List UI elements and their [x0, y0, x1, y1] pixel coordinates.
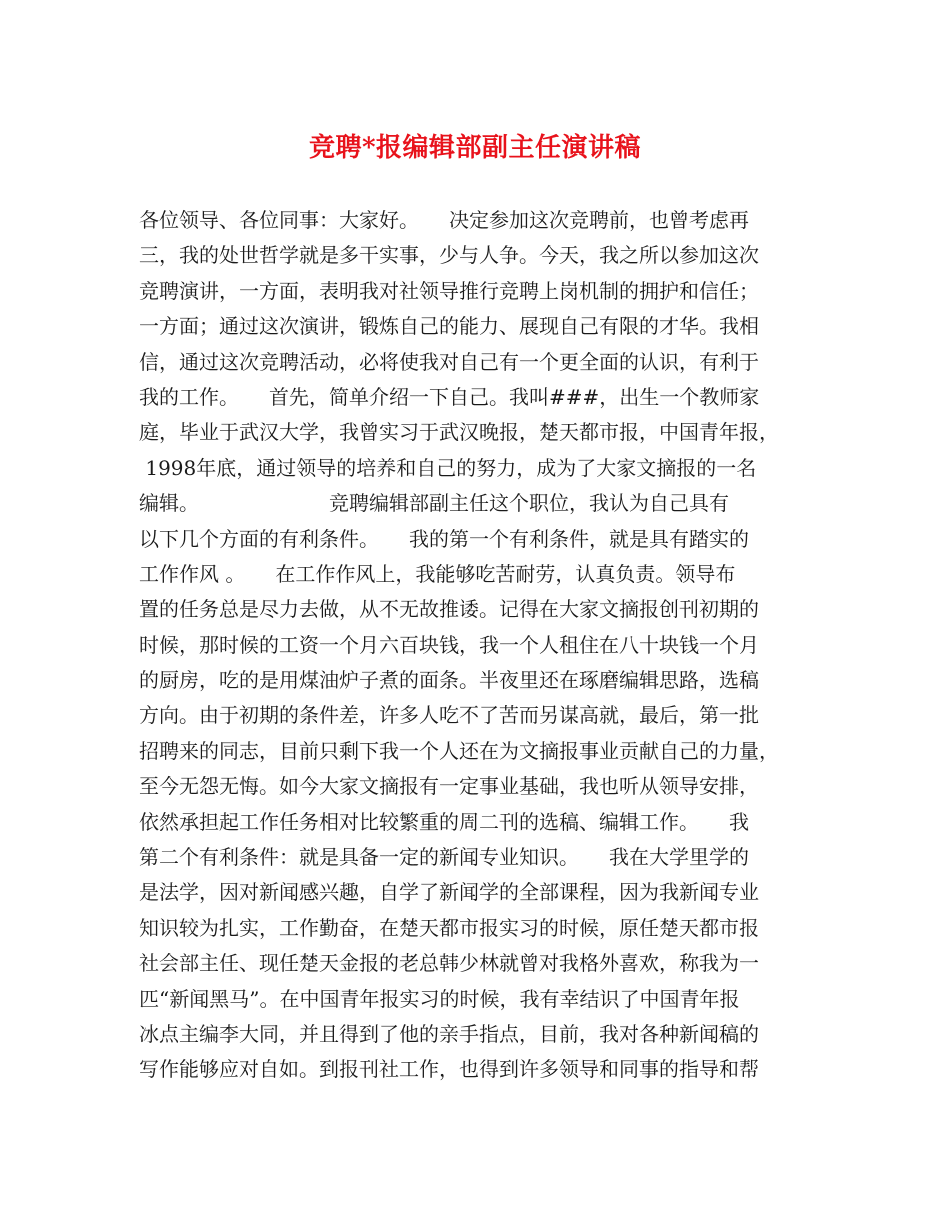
body-line: 置的任务总是尽力去做，从不无故推诿。记得在大家文摘报创刊初期的: [139, 597, 759, 622]
body-line: 方向。由于初期的条件差，许多人吃不了苦而另谋高就，最后，第一批: [139, 703, 759, 728]
body-line: 招聘来的同志，目前只剩下我一个人还在为文摘报事业贡献自己的力量，: [139, 738, 779, 763]
body-line: 社会部主任、现任楚天金报的老总韩少林就曾对我格外喜欢，称我为一: [139, 951, 759, 976]
body-line: 工作作风 。 在工作作风上，我能够吃苦耐劳，认真负责。领导布: [139, 561, 736, 586]
body-line: 庭，毕业于武汉大学，我曾实习于武汉晚报，楚天都市报，中国青年报，: [139, 420, 779, 445]
body-line: 1998年底，通过领导的培养和自己的努力，成为了大家文摘报的一名: [139, 455, 757, 480]
body-line: 我的工作。 首先，简单介绍一下自己。我叫###，出生一个教师家: [139, 384, 760, 409]
body-line: 依然承担起工作任务相对比较繁重的周二刊的选稿、编辑工作。 我: [139, 809, 749, 834]
body-line: 一方面；通过这次演讲，锻炼自己的能力、展现自己有限的才华。我相: [139, 314, 759, 339]
body-line: 竞聘演讲，一方面，表明我对社领导推行竞聘上岗机制的拥护和信任；: [139, 278, 759, 303]
body-line: 以下几个方面的有利条件。 我的第一个有利条件，就是具有踏实的: [139, 526, 749, 551]
body-line: 匹“新闻黑马”。在中国青年报实习的时候，我有幸结识了中国青年报: [139, 986, 740, 1011]
document-title: 竞聘*报编辑部副主任演讲稿: [308, 133, 642, 163]
body-line: 信，通过这次竞聘活动，必将使我对自己有一个更全面的认识，有利于: [139, 349, 759, 374]
body-line: 第二个有利条件：就是具备一定的新闻专业知识。 我在大学里学的: [139, 845, 749, 870]
body-line: 是法学，因对新闻感兴趣，自学了新闻学的全部课程，因为我新闻专业: [139, 880, 759, 905]
body-line: 知识较为扎实，工作勤奋，在楚天都市报实习的时候，原任楚天都市报: [139, 915, 759, 940]
body-line: 时候，那时候的工资一个月六百块钱，我一个人租住在八十块钱一个月: [139, 632, 759, 657]
body-line: 冰点主编李大同，并且得到了他的亲手指点，目前，我对各种新闻稿的: [139, 1021, 759, 1046]
body-line: 各位领导、各位同事：大家好。 决定参加这次竞聘前，也曾考虑再: [139, 208, 749, 232]
document-body: [139, 203, 829, 1088]
body-line: 三，我的处世哲学就是多干实事，少与人争。今天，我之所以参加这次: [139, 243, 759, 268]
body-line: 写作能够应对自如。到报刊社工作，也得到许多领导和同事的指导和帮: [139, 1057, 759, 1082]
body-line: 至今无怨无悔。如今大家文摘报有一定事业基础，我也听从领导安排，: [139, 774, 759, 799]
body-line: 的厨房，吃的是用煤油炉子煮的面条。半夜里还在琢磨编辑思路，选稿: [139, 668, 759, 693]
body-line: 编辑。 竞聘编辑部副主任这个职位，我认为自己具有: [139, 491, 729, 516]
